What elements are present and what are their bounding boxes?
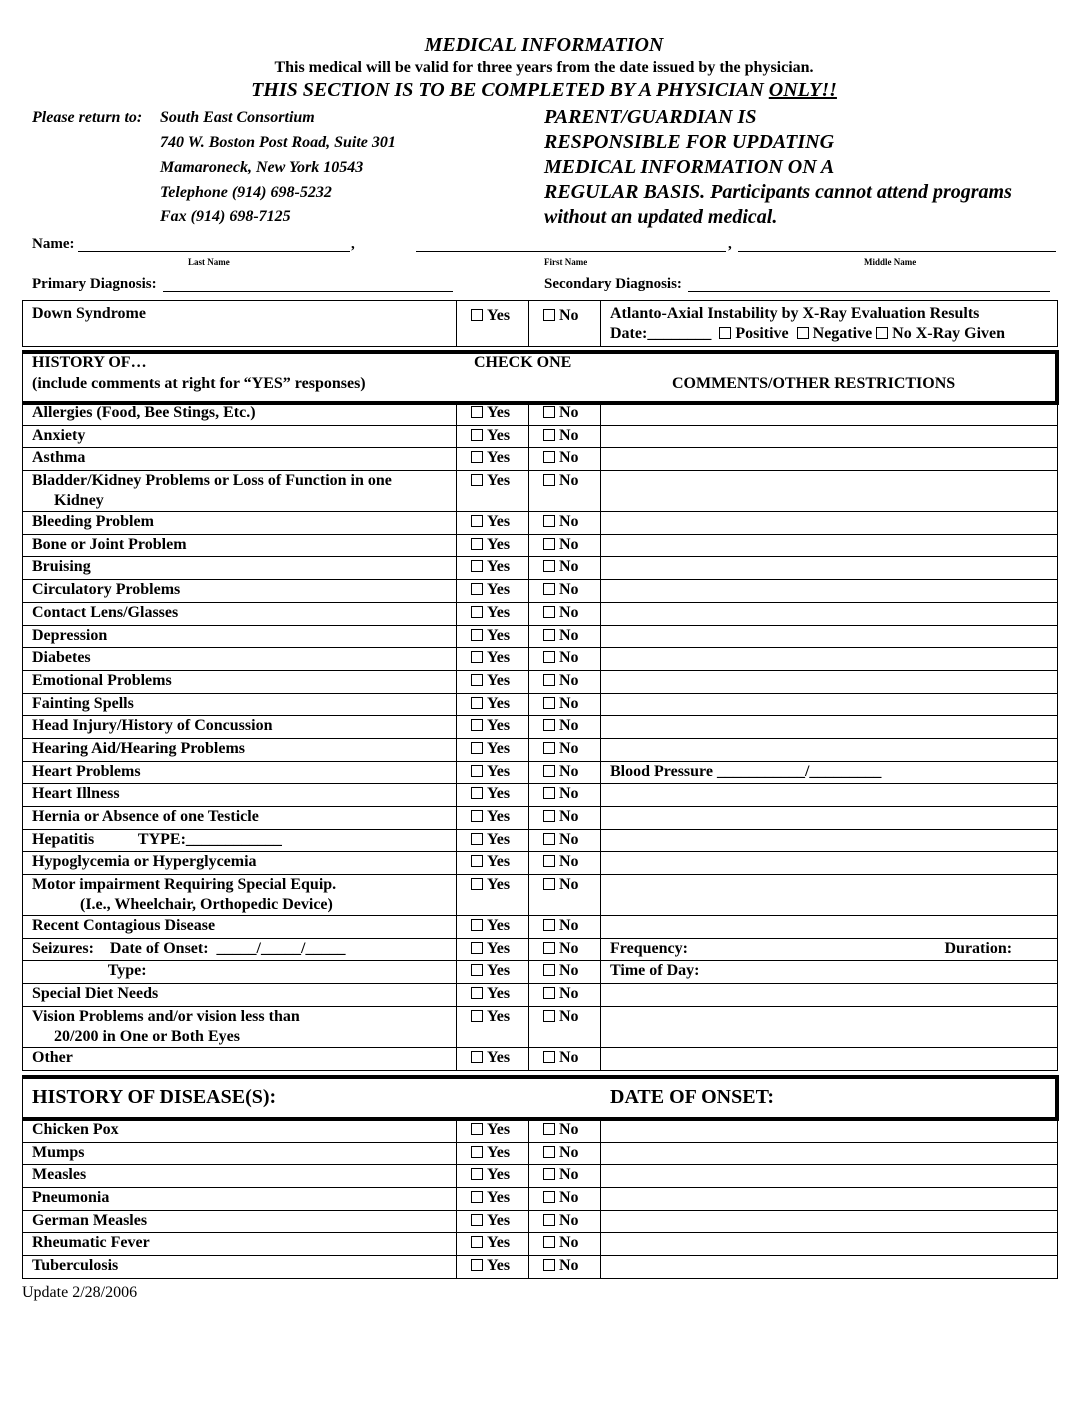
checkbox-icon (471, 810, 483, 822)
condition-row (23, 807, 1058, 830)
condition-comment[interactable] (601, 1047, 1058, 1070)
first-name-caption: First Name (544, 257, 588, 267)
disease-header-title: HISTORY OF DISEASE(S): (32, 1086, 277, 1108)
condition-comment[interactable] (601, 761, 1058, 784)
condition-row (23, 580, 1058, 603)
disease-date-of-onset[interactable] (601, 1188, 1058, 1211)
condition-label: Bleeding Problem (23, 512, 457, 535)
notice-line2: RESPONSIBLE FOR UPDATING (544, 131, 835, 153)
condition-row (23, 602, 1058, 625)
checkbox-icon (471, 429, 483, 441)
checkbox-icon (471, 855, 483, 867)
checkbox-icon (471, 1010, 483, 1022)
condition-yes[interactable]: Yes (457, 938, 529, 961)
condition-yes[interactable]: Yes (457, 875, 529, 916)
condition-label: Hepatitis TYPE:____________ (23, 829, 457, 852)
condition-no[interactable]: No (529, 534, 601, 557)
down-syndrome-yes[interactable]: Yes (457, 301, 529, 347)
condition-yes[interactable]: Yes (457, 716, 529, 739)
condition-label: Special Diet Needs (23, 984, 457, 1007)
condition-comment[interactable] (601, 534, 1058, 557)
checkbox-icon (471, 406, 483, 418)
condition-no[interactable]: No (529, 602, 601, 625)
condition-no[interactable]: No (529, 425, 601, 448)
checkbox-icon (471, 1168, 483, 1180)
checkbox-icon (719, 327, 731, 339)
checkbox-icon (543, 1236, 555, 1248)
disease-row (23, 1256, 1058, 1279)
condition-row (23, 761, 1058, 784)
condition-yes[interactable]: Yes (457, 961, 529, 984)
checkbox-icon (471, 538, 483, 550)
condition-row (23, 738, 1058, 761)
condition-no[interactable]: No (529, 784, 601, 807)
condition-row (23, 852, 1058, 875)
disease-date-of-onset[interactable] (601, 1120, 1058, 1143)
first-name-field[interactable] (416, 251, 726, 252)
condition-label: Heart Illness (23, 784, 457, 807)
condition-row (23, 448, 1058, 471)
secondary-diagnosis-label: Secondary Diagnosis: (544, 276, 682, 292)
checkbox-icon (543, 583, 555, 595)
down-syndrome-no[interactable]: No (529, 301, 601, 347)
condition-yes[interactable]: Yes (457, 534, 529, 557)
disease-label: Measles (23, 1165, 457, 1188)
atlanto-axial-label: Atlanto-Axial Instability by X-Ray Evaluation Results (610, 305, 980, 322)
condition-no[interactable]: No (529, 1006, 601, 1047)
disease-label: Tuberculosis (23, 1256, 457, 1279)
disease-header-date: DATE OF ONSET: (610, 1086, 775, 1108)
disease-row (23, 1210, 1058, 1233)
disease-row (23, 1233, 1058, 1256)
checkbox-icon (543, 1010, 555, 1022)
checkbox-icon (471, 964, 483, 976)
notice-line1: PARENT/GUARDIAN IS (544, 106, 757, 128)
disease-no[interactable]: No (529, 1210, 601, 1233)
return-address2: Mamaroneck, New York 10543 (160, 159, 364, 176)
checkbox-icon (543, 697, 555, 709)
condition-label: Depression (23, 625, 457, 648)
disease-yes[interactable]: Yes (457, 1120, 529, 1143)
checkbox-icon (543, 719, 555, 731)
conditions-table (22, 402, 1058, 1071)
checkbox-icon (471, 1236, 483, 1248)
condition-label (23, 471, 457, 512)
disease-date-of-onset[interactable] (601, 1233, 1058, 1256)
checkbox-icon (543, 855, 555, 867)
condition-comment[interactable] (601, 557, 1058, 580)
condition-comment[interactable] (601, 425, 1058, 448)
diseases-table (22, 1119, 1058, 1279)
condition-comment[interactable] (601, 716, 1058, 739)
condition-yes[interactable]: Yes (457, 738, 529, 761)
disease-no[interactable]: No (529, 1256, 601, 1279)
condition-comment[interactable] (601, 738, 1058, 761)
checkbox-icon (471, 309, 483, 321)
checkbox-icon (471, 583, 483, 595)
checkbox-icon (471, 919, 483, 931)
checkbox-icon (543, 1191, 555, 1203)
disease-no[interactable]: No (529, 1233, 601, 1256)
condition-comment[interactable] (601, 875, 1058, 916)
disease-row (23, 1188, 1058, 1211)
positive-option[interactable]: Positive (719, 325, 788, 342)
checkbox-icon (471, 606, 483, 618)
middle-name-field[interactable] (738, 251, 1056, 252)
checkbox-icon (543, 309, 555, 321)
condition-comment[interactable] (601, 916, 1058, 939)
condition-row (23, 534, 1058, 557)
comment-text: Time of Day: (610, 962, 700, 980)
condition-label-line1: Motor impairment Requiring Special Equip. (32, 876, 337, 894)
condition-row (23, 693, 1058, 716)
checkbox-icon (543, 674, 555, 686)
condition-yes[interactable]: Yes (457, 557, 529, 580)
condition-comment[interactable] (601, 448, 1058, 471)
condition-label: Diabetes (23, 648, 457, 671)
checkbox-icon (543, 651, 555, 663)
condition-comment[interactable] (601, 961, 1058, 984)
condition-comment[interactable] (601, 512, 1058, 535)
disease-row (23, 1165, 1058, 1188)
negative-option[interactable]: Negative (797, 325, 873, 342)
checkbox-icon (543, 1123, 555, 1135)
atlanto-axial-cell (601, 301, 1058, 347)
condition-row (23, 471, 1058, 512)
condition-no[interactable]: No (529, 580, 601, 603)
condition-yes[interactable]: Yes (457, 512, 529, 535)
checkbox-icon (543, 606, 555, 618)
condition-no[interactable]: No (529, 875, 601, 916)
condition-comment[interactable] (601, 829, 1058, 852)
condition-label: Bruising (23, 557, 457, 580)
disease-date-of-onset[interactable] (601, 1210, 1058, 1233)
checkbox-icon (471, 942, 483, 954)
condition-no[interactable]: No (529, 938, 601, 961)
disease-label: Rheumatic Fever (23, 1233, 457, 1256)
condition-no[interactable]: No (529, 961, 601, 984)
last-name-field[interactable] (78, 251, 350, 252)
condition-row (23, 512, 1058, 535)
checkbox-icon (543, 1051, 555, 1063)
condition-label: Bone or Joint Problem (23, 534, 457, 557)
condition-row (23, 1006, 1058, 1047)
condition-yes[interactable]: Yes (457, 916, 529, 939)
condition-yes[interactable]: Yes (457, 602, 529, 625)
condition-yes[interactable]: Yes (457, 670, 529, 693)
checkbox-icon (471, 1146, 483, 1158)
checkbox-icon (471, 1051, 483, 1063)
checkbox-icon (471, 1191, 483, 1203)
condition-row (23, 716, 1058, 739)
return-phone: Telephone (914) 698-5232 (160, 184, 332, 201)
disease-label: Mumps (23, 1142, 457, 1165)
comment-text: Blood Pressure ___________/_________ (610, 762, 882, 780)
checkbox-icon (543, 1168, 555, 1180)
checkbox-icon (471, 833, 483, 845)
checkbox-icon (543, 942, 555, 954)
comma-1: , (351, 236, 355, 252)
checkbox-icon (543, 987, 555, 999)
checkbox-icon (543, 919, 555, 931)
condition-label-line1: Vision Problems and/or vision less than (32, 1007, 300, 1025)
condition-label-line2: (I.e., Wheelchair, Orthopedic Device) (80, 896, 333, 914)
checkbox-icon (471, 1123, 483, 1135)
condition-yes[interactable]: Yes (457, 1006, 529, 1047)
condition-row (23, 625, 1058, 648)
condition-yes[interactable]: Yes (457, 625, 529, 648)
condition-label: Head Injury/History of Concussion (23, 716, 457, 739)
condition-comment[interactable] (601, 938, 1058, 961)
checkbox-icon (471, 765, 483, 777)
condition-label: Hearing Aid/Hearing Problems (23, 738, 457, 761)
checkbox-icon (543, 964, 555, 976)
comment-right-text: Duration: (944, 939, 1013, 957)
checkbox-icon (797, 327, 809, 339)
checkbox-icon (471, 987, 483, 999)
disease-yes[interactable]: Yes (457, 1188, 529, 1211)
disease-yes[interactable]: Yes (457, 1256, 529, 1279)
checkbox-icon (543, 833, 555, 845)
condition-comment[interactable] (601, 984, 1058, 1007)
condition-label: Circulatory Problems (23, 580, 457, 603)
condition-comment[interactable] (601, 1006, 1058, 1047)
return-fax: Fax (914) 698-7125 (160, 208, 291, 225)
checkbox-icon (543, 1146, 555, 1158)
checkbox-icon (543, 629, 555, 641)
condition-no[interactable]: No (529, 625, 601, 648)
disease-date-of-onset[interactable] (601, 1142, 1058, 1165)
condition-yes[interactable]: Yes (457, 580, 529, 603)
primary-diagnosis-label: Primary Diagnosis: (32, 276, 157, 292)
condition-no[interactable]: No (529, 984, 601, 1007)
notice-line3: MEDICAL INFORMATION ON A (544, 156, 835, 178)
condition-label: Emotional Problems (23, 670, 457, 693)
condition-row (23, 557, 1058, 580)
disease-no[interactable]: No (529, 1165, 601, 1188)
checkbox-icon (471, 674, 483, 686)
condition-label: Other (23, 1047, 457, 1070)
no-xray-option[interactable]: No X-Ray Given (876, 325, 1005, 342)
condition-no[interactable]: No (529, 448, 601, 471)
condition-comment[interactable] (601, 784, 1058, 807)
disease-yes[interactable]: Yes (457, 1233, 529, 1256)
condition-comment[interactable] (601, 807, 1058, 830)
checkbox-icon (543, 878, 555, 890)
disease-yes[interactable]: Yes (457, 1142, 529, 1165)
condition-row (23, 1047, 1058, 1070)
return-label: Please return to: (32, 109, 143, 126)
comma-2: , (728, 236, 732, 252)
checkbox-icon (471, 1259, 483, 1271)
checkbox-icon (471, 719, 483, 731)
condition-no[interactable]: No (529, 716, 601, 739)
checkbox-icon (471, 878, 483, 890)
condition-no[interactable]: No (529, 738, 601, 761)
condition-label: Allergies (Food, Bee Stings, Etc.) (23, 403, 457, 426)
condition-no[interactable]: No (529, 648, 601, 671)
condition-yes[interactable]: Yes (457, 1047, 529, 1070)
condition-label (23, 875, 457, 916)
check-one-label: CHECK ONE (474, 354, 572, 371)
condition-row (23, 875, 1058, 916)
condition-label: Contact Lens/Glasses (23, 602, 457, 625)
condition-no[interactable]: No (529, 807, 601, 830)
disease-row (23, 1120, 1058, 1143)
disease-label: German Measles (23, 1210, 457, 1233)
condition-yes[interactable]: Yes (457, 648, 529, 671)
condition-label (23, 1006, 457, 1047)
checkbox-icon (471, 560, 483, 572)
disease-row (23, 1142, 1058, 1165)
condition-row (23, 670, 1058, 693)
condition-label-line2: Kidney (54, 492, 104, 510)
condition-label: Fainting Spells (23, 693, 457, 716)
comments-header: COMMENTS/OTHER RESTRICTIONS (672, 375, 956, 392)
condition-no[interactable]: No (529, 1047, 601, 1070)
condition-no[interactable]: No (529, 693, 601, 716)
checkbox-icon (471, 697, 483, 709)
condition-no[interactable]: No (529, 761, 601, 784)
last-name-caption: Last Name (188, 257, 230, 267)
secondary-diagnosis-field[interactable] (688, 291, 1050, 292)
condition-no[interactable]: No (529, 916, 601, 939)
validity-note: This medical will be valid for three years from the date issued by the physician. (274, 59, 814, 76)
condition-no[interactable]: No (529, 403, 601, 426)
checkbox-icon (876, 327, 888, 339)
condition-row (23, 916, 1058, 939)
condition-label: Anxiety (23, 425, 457, 448)
disease-no[interactable]: No (529, 1188, 601, 1211)
form-title: MEDICAL INFORMATION (424, 34, 664, 56)
condition-row (23, 784, 1058, 807)
disease-date-of-onset[interactable] (601, 1165, 1058, 1188)
comment-text: Frequency: (610, 939, 688, 957)
checkbox-icon (471, 787, 483, 799)
checkbox-icon (543, 451, 555, 463)
checkbox-icon (543, 765, 555, 777)
condition-no[interactable]: No (529, 852, 601, 875)
condition-comment[interactable] (601, 403, 1058, 426)
checkbox-icon (543, 474, 555, 486)
history-title: HISTORY OF… (32, 354, 147, 371)
checkbox-icon (543, 810, 555, 822)
condition-label: Hypoglycemia or Hyperglycemia (23, 852, 457, 875)
condition-row (23, 648, 1058, 671)
middle-name-caption: Middle Name (864, 257, 917, 267)
checkbox-icon (543, 742, 555, 754)
condition-comment[interactable] (601, 580, 1058, 603)
checkbox-icon (543, 1259, 555, 1271)
condition-label: Asthma (23, 448, 457, 471)
name-label: Name: (32, 236, 75, 252)
down-syndrome-label: Down Syndrome (23, 301, 457, 347)
physician-only-note: THIS SECTION IS TO BE COMPLETED BY A PHYSICIAN ONLY!! (251, 79, 837, 101)
update-date: Update 2/28/2006 (22, 1284, 138, 1301)
return-org: South East Consortium (160, 109, 315, 126)
return-address1: 740 W. Boston Post Road, Suite 301 (160, 134, 396, 151)
condition-comment[interactable] (601, 471, 1058, 512)
checkbox-icon (471, 474, 483, 486)
checkbox-icon (543, 538, 555, 550)
notice-line4: REGULAR BASIS. Participants cannot attend programs (544, 181, 1012, 203)
condition-comment[interactable] (601, 852, 1058, 875)
condition-comment[interactable] (601, 625, 1058, 648)
checkbox-icon (543, 1214, 555, 1226)
condition-yes[interactable]: Yes (457, 471, 529, 512)
checkbox-icon (543, 787, 555, 799)
xray-date-field[interactable]: Date:________ (610, 325, 712, 342)
condition-yes[interactable]: Yes (457, 784, 529, 807)
checkbox-icon (543, 429, 555, 441)
down-syndrome-table (22, 300, 1058, 347)
condition-row (23, 403, 1058, 426)
condition-label: Seizures: Date of Onset: _____/_____/_____ (23, 938, 457, 961)
condition-row (23, 425, 1058, 448)
condition-row (23, 938, 1058, 961)
condition-no[interactable]: No (529, 670, 601, 693)
condition-label: Heart Problems (23, 761, 457, 784)
condition-yes[interactable]: Yes (457, 403, 529, 426)
checkbox-icon (543, 406, 555, 418)
condition-yes[interactable]: Yes (457, 693, 529, 716)
condition-no[interactable]: No (529, 557, 601, 580)
condition-yes[interactable]: Yes (457, 448, 529, 471)
condition-label: Type: (23, 961, 457, 984)
condition-comment[interactable] (601, 670, 1058, 693)
condition-no[interactable]: No (529, 512, 601, 535)
disease-yes[interactable]: Yes (457, 1165, 529, 1188)
condition-row (23, 829, 1058, 852)
condition-yes[interactable]: Yes (457, 807, 529, 830)
checkbox-icon (471, 451, 483, 463)
checkbox-icon (471, 651, 483, 663)
condition-label-line1: Bladder/Kidney Problems or Loss of Function in one (32, 472, 392, 490)
disease-date-of-onset[interactable] (601, 1256, 1058, 1279)
checkbox-icon (471, 1214, 483, 1226)
condition-no[interactable]: No (529, 471, 601, 512)
checkbox-icon (471, 515, 483, 527)
condition-yes[interactable]: Yes (457, 829, 529, 852)
notice-line5: without an updated medical. (544, 206, 778, 228)
disease-no[interactable]: No (529, 1142, 601, 1165)
disease-label: Chicken Pox (23, 1120, 457, 1143)
checkbox-icon (471, 742, 483, 754)
condition-label: Hernia or Absence of one Testicle (23, 807, 457, 830)
condition-row (23, 961, 1058, 984)
condition-label: Recent Contagious Disease (23, 916, 457, 939)
primary-diagnosis-field[interactable] (163, 291, 453, 292)
disease-label: Pneumonia (23, 1188, 457, 1211)
condition-comment[interactable] (601, 602, 1058, 625)
condition-label-line2: 20/200 in One or Both Eyes (54, 1027, 240, 1045)
condition-yes[interactable]: Yes (457, 852, 529, 875)
condition-comment[interactable] (601, 693, 1058, 716)
condition-comment[interactable] (601, 648, 1058, 671)
condition-row (23, 984, 1058, 1007)
checkbox-icon (543, 560, 555, 572)
condition-yes[interactable]: Yes (457, 425, 529, 448)
condition-no[interactable]: No (529, 829, 601, 852)
history-subtitle: (include comments at right for “YES” responses) (32, 375, 366, 392)
condition-yes[interactable]: Yes (457, 761, 529, 784)
checkbox-icon (543, 515, 555, 527)
disease-yes[interactable]: Yes (457, 1210, 529, 1233)
checkbox-icon (471, 629, 483, 641)
condition-yes[interactable]: Yes (457, 984, 529, 1007)
disease-no[interactable]: No (529, 1120, 601, 1143)
